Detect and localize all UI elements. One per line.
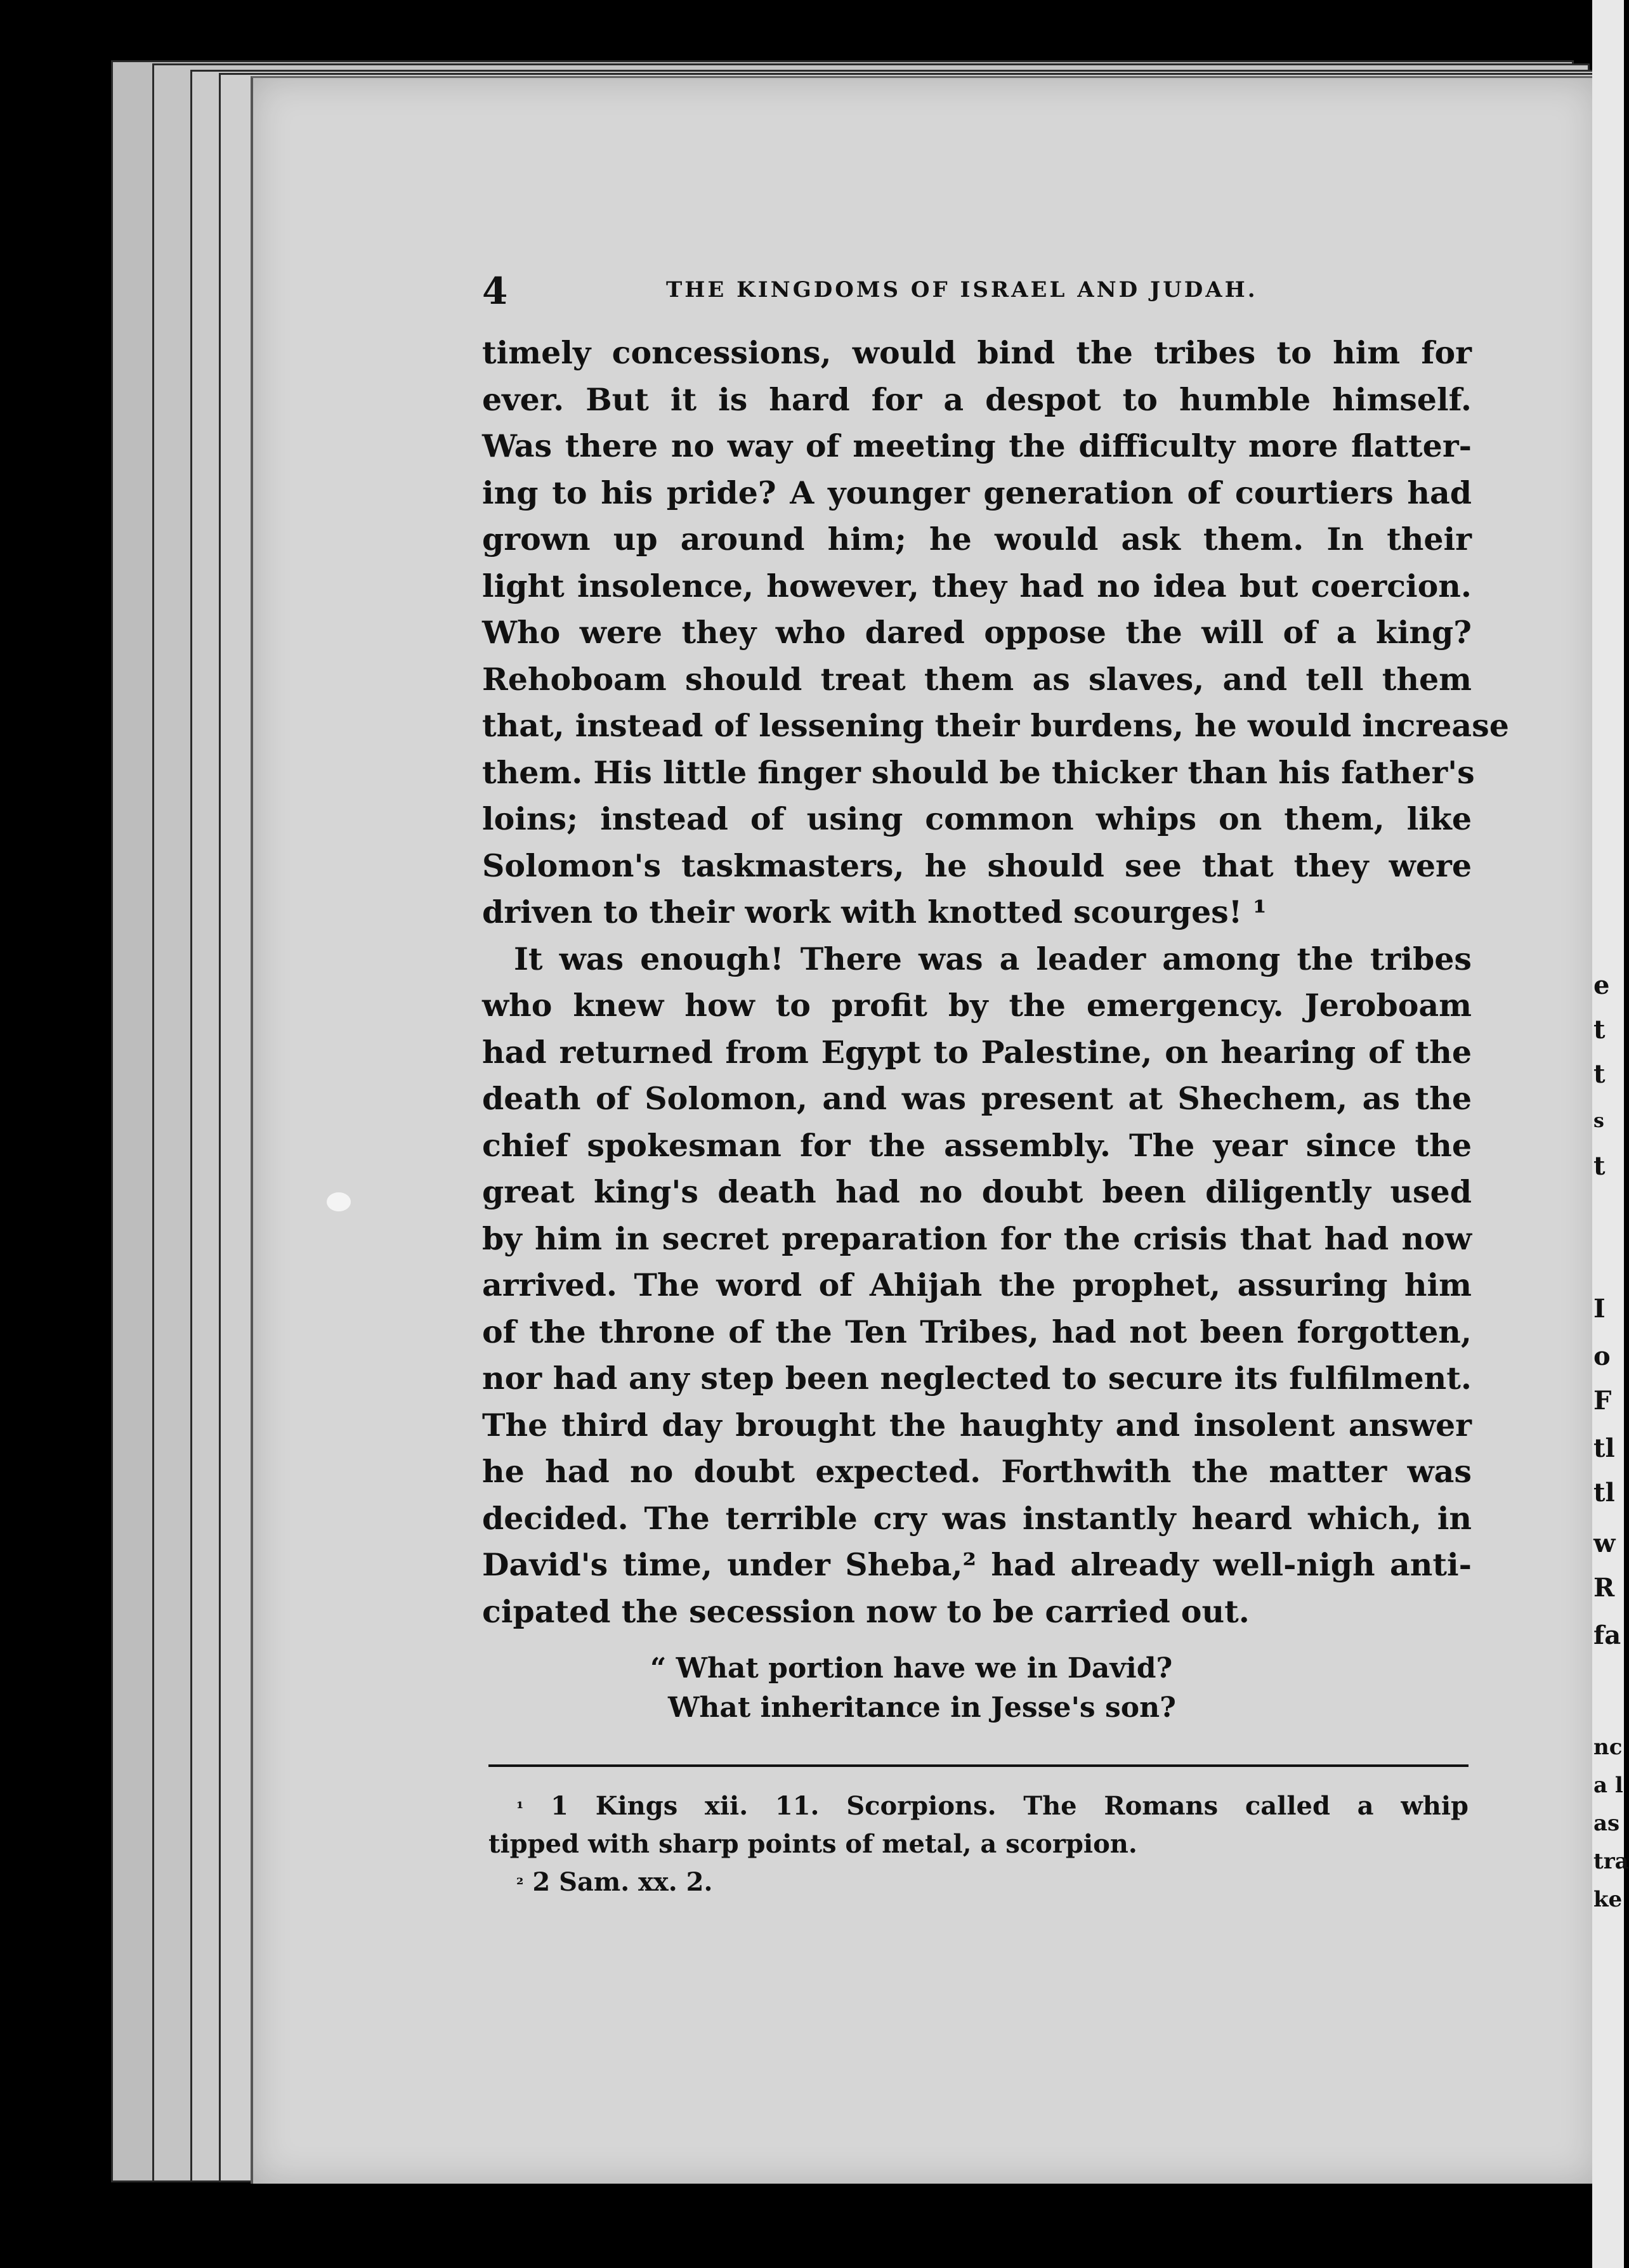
text-line: arrived. The word of Ahijah the prophet, assuring him bbox=[482, 1267, 1472, 1303]
text-line: The third day brought the haughty and insolent answer bbox=[482, 1406, 1472, 1444]
page-number: 4 bbox=[482, 270, 508, 313]
text-line: decided. The terrible cry was instantly heard which, in bbox=[482, 1499, 1472, 1537]
facing-fragment: w bbox=[1593, 1528, 1616, 1558]
text-line: Rehoboam should treat them as slaves, and tell them bbox=[482, 660, 1472, 698]
text-line: had returned from Egypt to Palestine, on hearing of the bbox=[482, 1033, 1472, 1071]
text-line: ing to his pride? A younger generation of courtiers had bbox=[482, 474, 1472, 511]
text-line: he had no doubt expected. Forthwith the matter was bbox=[482, 1453, 1472, 1490]
paper-speck bbox=[327, 1192, 351, 1211]
facing-fragment: tl bbox=[1593, 1478, 1615, 1508]
facing-fragment: as bbox=[1593, 1811, 1620, 1836]
verse-line: What inheritance in Jesse's son? bbox=[668, 1691, 1176, 1724]
text-line: that, instead of lessening their burdens, he would increase bbox=[482, 707, 1509, 744]
text-line: light insolence, however, they had no idea but coercion. bbox=[482, 567, 1472, 604]
facing-fragment: ke bbox=[1593, 1887, 1623, 1912]
verse-line: “ What portion have we in David? bbox=[650, 1652, 1173, 1685]
running-head: THE KINGDOMS OF ISRAEL AND JUDAH. bbox=[666, 277, 1258, 303]
text-line: timely concessions, would bind the tribes to him for bbox=[482, 334, 1472, 371]
text-line: grown up around him; he would ask them. In their bbox=[482, 521, 1472, 557]
text-line: David's time, under Sheba,² had already well-nigh anti- bbox=[482, 1546, 1472, 1583]
page-header bbox=[482, 270, 1491, 314]
facing-fragment: e bbox=[1593, 970, 1610, 1000]
text-line: loins; instead of using common whips on them, like bbox=[482, 800, 1472, 837]
text-line: It was enough! There was a leader among the tribes bbox=[514, 940, 1472, 977]
text-line: of the throne of the Ten Tribes, had not been forgotten, bbox=[482, 1313, 1472, 1350]
footnote-1-line bbox=[516, 1787, 1469, 1825]
footnote-1-continuation: tipped with sharp points of metal, a scorpion. bbox=[488, 1829, 1137, 1859]
facing-fragment: t bbox=[1593, 1059, 1606, 1089]
facing-page-edge bbox=[1592, 0, 1629, 2268]
footnote-text: 2 Sam. xx. 2. bbox=[532, 1867, 713, 1897]
facing-fragment: tra bbox=[1593, 1849, 1629, 1874]
text-line: nor had any step been neglected to secure its fulfilment. bbox=[482, 1360, 1472, 1397]
body-text bbox=[482, 330, 1509, 1635]
facing-fragment: R bbox=[1593, 1573, 1615, 1603]
footnote-rule bbox=[488, 1764, 1469, 1767]
text-line: them. His little finger should be thicker than his father's bbox=[482, 753, 1475, 791]
facing-fragment: t bbox=[1593, 1151, 1606, 1181]
text-line: driven to their work with knotted scourges! ¹ bbox=[482, 894, 1267, 930]
text-line: Who were they who dared oppose the will of a king? bbox=[482, 614, 1472, 651]
facing-fragment: fa bbox=[1593, 1620, 1621, 1650]
text-line: by him in secret preparation for the crisis that had now bbox=[482, 1220, 1472, 1257]
facing-fragment: tl bbox=[1593, 1433, 1615, 1463]
facing-fragment: t bbox=[1593, 1015, 1606, 1045]
footnote-1 bbox=[488, 1787, 1469, 1825]
footnote-marker: ² bbox=[516, 1875, 524, 1894]
text-line: death of Solomon, and was present at Shechem, as the bbox=[482, 1080, 1472, 1117]
text-line: ever. But it is hard for a despot to humble himself. bbox=[482, 381, 1472, 418]
text-line: who knew how to profit by the emergency. Jeroboam bbox=[482, 987, 1472, 1024]
text-line: great king's death had no doubt been diligently used bbox=[482, 1173, 1472, 1210]
facing-fragment: I bbox=[1593, 1294, 1606, 1324]
facing-fragment: nc bbox=[1593, 1735, 1623, 1760]
footnote-marker: ¹ bbox=[516, 1799, 524, 1818]
text-line: cipated the secession now to be carried out. bbox=[482, 1593, 1250, 1630]
facing-fragment: o bbox=[1593, 1341, 1611, 1371]
footnote-text: 1 Kings xii. 11. Scorpions. The Romans called a whip bbox=[551, 1791, 1469, 1821]
facing-fragment: s bbox=[1593, 1110, 1604, 1132]
footnotes bbox=[488, 1787, 1469, 1901]
facing-fragment: a l bbox=[1593, 1773, 1623, 1798]
verse-quotation bbox=[650, 1649, 1176, 1728]
text-line: Was there no way of meeting the difficulty more flatter- bbox=[482, 427, 1472, 464]
text-line: Solomon's taskmasters, he should see that they were bbox=[482, 847, 1472, 884]
text-line: chief spokesman for the assembly. The year since the bbox=[482, 1126, 1472, 1164]
facing-fragment: F bbox=[1593, 1386, 1612, 1416]
footnote-2 bbox=[488, 1863, 1469, 1901]
